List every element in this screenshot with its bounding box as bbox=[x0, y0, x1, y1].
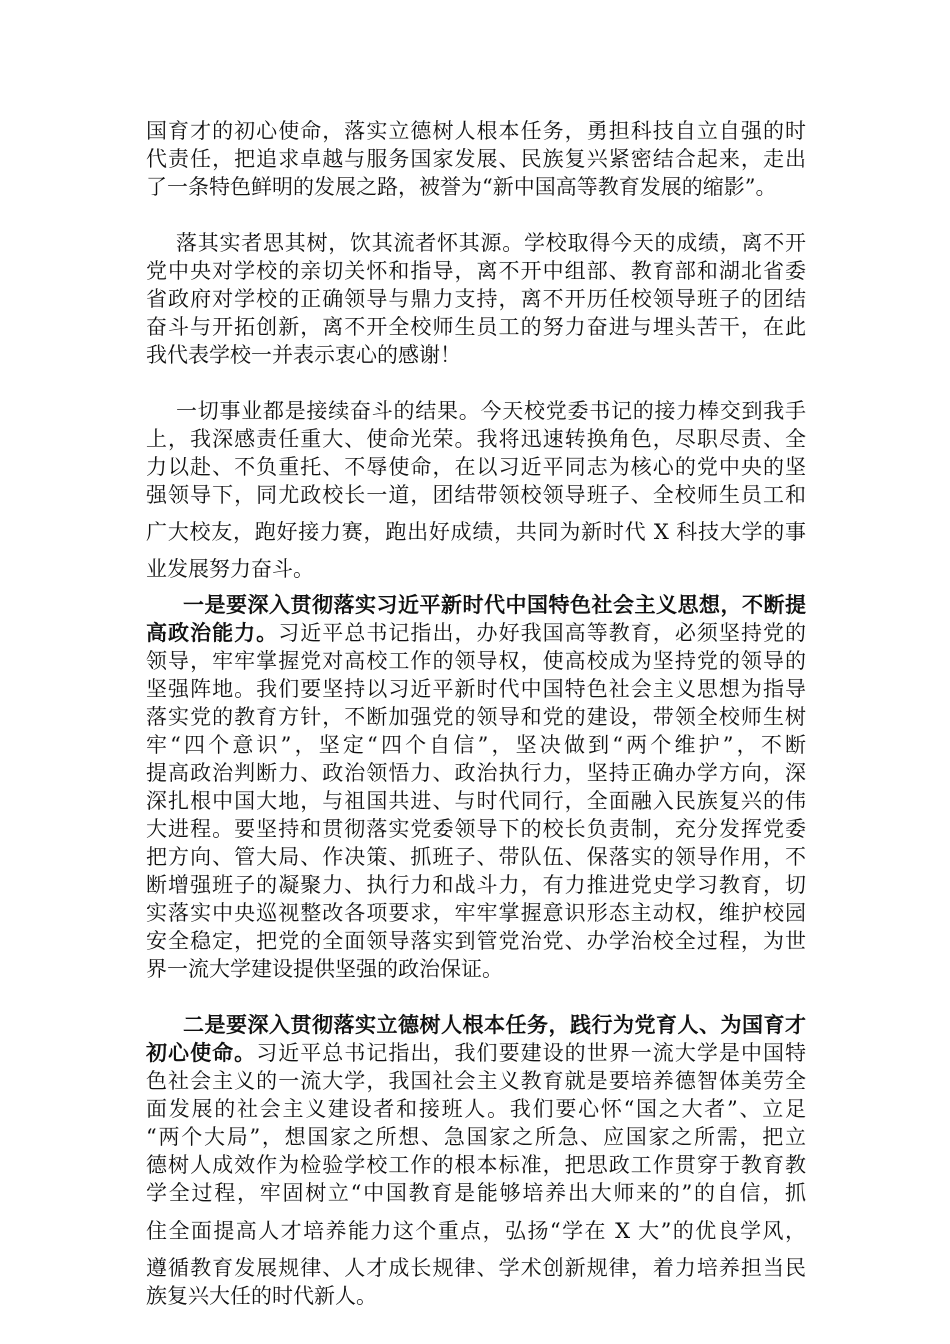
paragraph-4-line-13: 安全稳定，把党的全面领导落实到管党治党、办学治校全过程，为世 bbox=[146, 929, 806, 953]
paragraph-1-line-3: 了一条特色鲜明的发展之路，被誉为“新中国高等教育发展的缩影”。 bbox=[146, 175, 777, 199]
paragraph-4-line-8: 深扎根中国大地，与祖国共进、与时代同行，全面融入民族复兴的伟 bbox=[146, 789, 806, 813]
paragraph-4-line-2 bbox=[146, 619, 806, 647]
paragraph-4-line-9: 大进程。要坚持和贯彻落实党委领导下的校长负责制，充分发挥党委 bbox=[146, 817, 806, 841]
paragraph-2-line-1: 落其实者思其树，饮其流者怀其源。学校取得今天的成绩，离不开 bbox=[176, 231, 806, 255]
paragraph-3-line-1: 一切事业都是接续奋斗的结果。今天校党委书记的接力棒交到我手 bbox=[176, 399, 806, 423]
paragraph-5-line-5: “两个大局”，想国家之所想、急国家之所急、应国家之所需，把立 bbox=[146, 1125, 806, 1149]
paragraph-5-line-7: 学全过程，牢固树立“中国教育是能够培养出大师来的”的自信，抓 bbox=[146, 1181, 806, 1205]
paragraph-5-line-4: 面发展的社会主义建设者和接班人。我们要心怀“国之大者”、立足 bbox=[146, 1097, 806, 1121]
paragraph-5-line-2 bbox=[146, 1039, 806, 1067]
paragraph-5-heading-end: 初心使命。 bbox=[146, 1040, 257, 1065]
paragraph-3-line-3: 力以赴、不负重托、不辱使命，在以习近平同志为核心的党中央的坚 bbox=[146, 455, 806, 479]
paragraph-3-line-5: 广大校友，跑好接力赛，跑出好成绩，共同为新时代 X 科技大学的事 bbox=[146, 520, 806, 544]
paragraph-2-line-4: 奋斗与开拓创新，离不开全校师生员工的努力奋进与埋头苦干，在此 bbox=[146, 315, 806, 339]
paragraph-5-line-3: 色社会主义的一流大学，我国社会主义教育就是要培养德智体美劳全 bbox=[146, 1069, 806, 1093]
paragraph-3-line-4: 强领导下，同尤政校长一道，团结带领校领导班子、全校师生员工和 bbox=[146, 483, 806, 507]
paragraph-4-heading-end: 高政治能力。 bbox=[146, 620, 279, 645]
paragraph-4-line-6: 牢“四个意识”，坚定“四个自信”，坚决做到“两个维护”，不断 bbox=[146, 733, 806, 757]
paragraph-3-line-6: 业发展努力奋斗。 bbox=[146, 557, 314, 581]
paragraph-4-line-11: 断增强班子的凝聚力、执行力和战斗力，有力推进党史学习教育，切 bbox=[146, 873, 806, 897]
paragraph-4-heading-line-1: 一是要深入贯彻落实习近平新时代中国特色社会主义思想，不断提 bbox=[183, 592, 806, 617]
paragraph-2-line-5: 我代表学校一并表示衷心的感谢！ bbox=[146, 343, 461, 367]
paragraph-4-line-4: 坚强阵地。我们要坚持以习近平新时代中国特色社会主义思想为指导 bbox=[146, 677, 806, 701]
paragraph-2-line-2: 党中央对学校的亲切关怀和指导，离不开中组部、教育部和湖北省委 bbox=[146, 259, 806, 283]
paragraph-5-heading-line-1: 二是要深入贯彻落实立德树人根本任务，践行为党育人、为国育才 bbox=[183, 1012, 806, 1037]
paragraph-4-line-14: 界一流大学建设提供坚强的政治保证。 bbox=[146, 957, 503, 981]
paragraph-4-line-5: 落实党的教育方针，不断加强党的领导和党的建设，带领全校师生树 bbox=[146, 705, 806, 729]
paragraph-1-line-1: 国育才的初心使命，落实立德树人根本任务，勇担科技自立自强的时 bbox=[146, 119, 806, 143]
paragraph-4-line-3: 领导，牢牢掌握党对高校工作的领导权，使高校成为坚持党的领导的 bbox=[146, 649, 806, 673]
paragraph-4-line-7: 提高政治判断力、政治领悟力、政治执行力，坚持正确办学方向，深 bbox=[146, 761, 806, 785]
paragraph-5-line-6: 德树人成效作为检验学校工作的根本标准，把思政工作贯穿于教育教 bbox=[146, 1153, 806, 1177]
paragraph-4-line-12: 实落实中央巡视整改各项要求，牢牢掌握意识形态主动权，维护校园 bbox=[146, 901, 806, 925]
paragraph-1-line-2: 代责任，把追求卓越与服务国家发展、民族复兴紧密结合起来，走出 bbox=[146, 147, 806, 171]
paragraph-5-line-9: 遵循教育发展规律、人才成长规律、学术创新规律，着力培养担当民 bbox=[146, 1256, 806, 1280]
paragraph-4-line-10: 把方向、管大局、作决策、抓班子、带队伍、保落实的领导作用，不 bbox=[146, 845, 806, 869]
paragraph-3-line-2: 上，我深感责任重大、使命光荣。我将迅速转换角色，尽职尽责、全 bbox=[146, 427, 806, 451]
paragraph-5-line-2-text: 习近平总书记指出，我们要建设的世界一流大学是中国特 bbox=[256, 1041, 807, 1065]
paragraph-5-line-10: 族复兴大任的时代新人。 bbox=[146, 1284, 377, 1308]
paragraph-4-line-2-text: 习近平总书记指出，办好我国高等教育，必须坚持党的 bbox=[278, 621, 807, 645]
paragraph-2-line-3: 省政府对学校的正确领导与鼎力支持，离不开历任校领导班子的团结 bbox=[146, 287, 806, 311]
paragraph-5-line-8: 住全面提高人才培养能力这个重点，弘扬“学在 X 大”的优良学风， bbox=[146, 1219, 806, 1243]
